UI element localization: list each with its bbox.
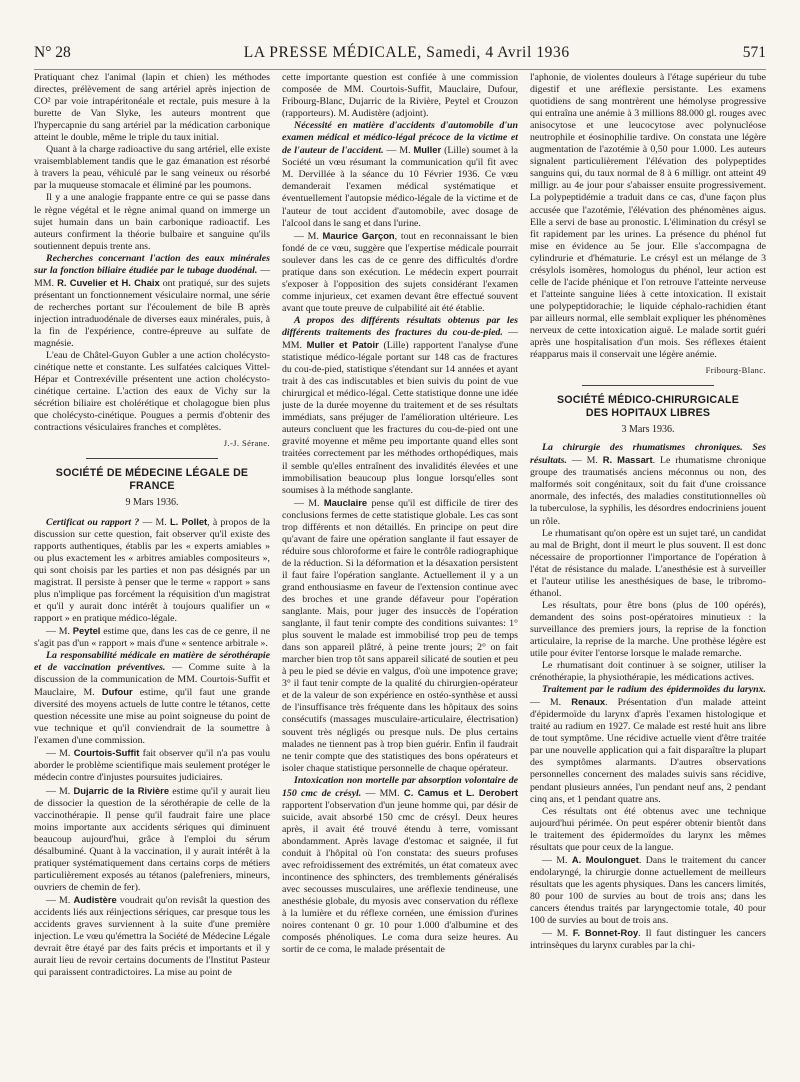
paragraph: Pratiquant chez l'animal (lapin et chien) les méthodes directes, prélèvement de sang artériel après injection de CO² par voie intrapéritonéale et rectale, puis mesure à la burette de Van Slyke, les auteurs montrent que l'hypercapnie du sang artériel par la médication carbonique atteint le double, même le triple du taux initial. (34, 72, 270, 144)
author-names: F. Bonnet-Roy (572, 927, 639, 939)
dash: — M. (46, 625, 73, 637)
article-title: A propos des différents résultats obtenus par les différents traitements des fractures du cou-de-pied. (282, 314, 518, 338)
dash: — M. (530, 697, 572, 709)
section-title: SOCIÉTÉ MÉDICO-CHIRURGICALE (557, 394, 739, 407)
paragraph-body: ont pratiqué, sur des sujets présentant un fonctionnement vésiculaire normal, une série de recherches portant sur l'écoulement de bile B après injection intraduodénale de diverses eaux minérales, puis, à la fin de l'expérience, contre-épreuve au sulfate de magnésie. (34, 277, 270, 350)
paragraph-body: . Dans le traitement du cancer endolaryngé, la chirurgie donne actuellement de meilleurs résultats que les agents physiques. Dans les cancers limités, 80 pour 100 de survies au bout de trois ans; dans les cancers étendus traités par laryngectomie totale, 40 pour 100 de survies au bout de trois ans. (530, 854, 766, 927)
dash: — M. (566, 455, 603, 467)
paragraph (34, 516, 270, 625)
paragraph: Ces résultats ont été obtenus avec une technique aujourd'hui périmée. On peut espérer obtenir bientôt dans le traitement des épidermoïdes du larynx les mêmes résultats que pour ceux de la langue. (530, 805, 766, 853)
article-title: Certificat ou rapport ? (46, 516, 140, 528)
dash: — M. (294, 497, 324, 509)
author-names: Muller et Patoir (306, 339, 379, 351)
dash: — M. (46, 785, 74, 797)
signature: J.-J. Sérane. (223, 438, 270, 449)
paragraph-body: . Présentation d'un malade atteint d'épidermoïde du larynx d'après l'examen histologique et traité au radium en 1927. Ce malade est resté huit ans libre de tout symptôme. Une récidive actuelle vient d'être traitée par une nouvelle application qui a fait disparaître la plupart des symptômes alarmants. D'autres observations personnelles concernent des malades suivis sans récidive, pendant plusieurs années, l'un pendant neuf ans, 2 pendant cinq ans, et 1 pendant quatre ans. (530, 697, 766, 805)
column-1 (34, 72, 270, 1070)
paragraph (530, 684, 766, 805)
paragraph-body: (Lille) rapportent l'analyse d'une statistique médico-légale portant sur 148 cas de fractures du cou-de-pied, statistique s'étendant sur 14 années et ayant trait à des cas indiscutables et bien suivis du point de vue chirurgical et médico-légal. Cette statistique donne une idée juste de la durée moyenne du traitement et de ses résultats immédiats, sans préjuger de l'amélioration ultérieure. Les auteurs concluent que les fractures du cou-de-pied ont une gravité moyenne et même peu importante quand elles sont traitées correctement par les méthodes orthopédiques, mais il semble qu'elles entraînent des invalidités élevées et une immobilisation beaucoup plus longue lorsqu'elles sont soumises à la méthode sanglante. (282, 340, 518, 496)
paragraph-body: . Il faut distinguer les cancers intrinsèques du larynx curables par la chi- (530, 928, 766, 952)
author-names: Mauclaire (323, 496, 368, 508)
dash: — M. (46, 894, 74, 906)
paragraph: Le rhumatisant doit continuer à se soigner, utiliser la crénothérapie, la physiothérapie, les médications actives. (530, 660, 766, 684)
paragraph-body: , à propos de la discussion sur cette question, fait observer qu'il existe des rapports authentiques, établis par les « experts amiables » ou plus exactement les « arbitres amiables compositeurs », qui sont choisis par les parties et non pas désignés par un magistrat. Il persiste à penser que le terme « rapport » sans plus n'implique pas forcément la réquisition d'un magistrat et qu'il y aurait donc intérêt à toujours qualifier un « rapport » en pratique médico-légale. (34, 516, 270, 624)
paragraph (34, 253, 270, 350)
author-names: L. Pollet (169, 515, 208, 527)
signature: Fribourg-Blanc. (705, 365, 766, 376)
article-title: Recherches concernant l'action des eaux minérales sur la fonction biliaire étudiée par le tubage duodénal. (34, 252, 270, 276)
paragraph-body: rapportent l'observation d'un jeune homme qui, par désir de suicide, avait absorbé 150 cmc de crésyl. Deux heures après, il avait été trouvé étendu à terre, vomissant abondamment. Après lavage d'estomac et saignée, il fut conduit à l'hôpital où l'on constata: des sueurs profuses avec refroidissement des extrémités, un état comateux avec incontinence des sphincters, des tremblements généralisés avec secousses musculaires, une aréflexie tendineuse, une anesthésie globale, du myosis avec conservation du réflexe à la lumière et du réflexe cornéen, une émission d'urines noires contenant 0 gr. 10 pour 1.000 d'albumine et des composés phénoliques. Le coma dura seize heures. Au sortir de ce coma, le malade présentait de (282, 799, 518, 956)
author-names: Audistère (73, 893, 117, 905)
page-header (34, 44, 766, 70)
author-names: Dujarric de la Rivière (73, 784, 170, 796)
paragraph: Il y a une analogie frappante entre ce qui se passe dans le règne végétal et le règne animal quand on immerge un sujet humain dans un bain carbonique radioactif. Les auteurs confirment la théorie bulbaire et sanguine qu'ils soutiennent depuis trente ans. (34, 192, 270, 252)
paragraph-body: estime, qu'il faut une grande diversité des moyens actuels de lutte contre le tétanos, cette question nécessite une mise au point soigneuse du point de vue technique et qu'il conviendrait de la soumettre à l'examen d'une commission. (34, 687, 270, 747)
author-names: R. Cuvelier et H. Chaix (57, 276, 160, 288)
paragraph (282, 775, 518, 957)
author-names: R. Massart (602, 454, 653, 466)
paragraph-body: estime qu'il y aurait lieu de dissocier la question de la sérothérapie de celle de la vaccinothérapie. Il pense qu'il faudrait faire une place moins importante aux accidents sériques qui diminuent beaucoup aujourd'hui, grâce à l'emploi du sérum désalbuminé. Quant à la vaccination, il y aurait intérêt à la pratiquer systématiquement dans certains corps de métiers particulièrement exposés au tétanos (palefreniers, mineurs, ouvriers de chemin de fer). (34, 785, 270, 893)
dash: — M. (139, 516, 170, 528)
paragraph: L'eau de Châtel-Guyon Gubler a une action cholécysto-cinétique nette et constante. Les sulfatées calciques Vittel-Hépar et Contrexéville présentent une action cholécysto-cinétique certaine. L'action des eaux de Vichy sur la sécrétion biliaire est cholérétique et cholagogue bien plus que cholécysto-cinétique. Pougues a permis d'obtenir des contractions vésiculaires franches et complètes. (34, 350, 270, 434)
dash: — MM. (282, 326, 518, 352)
dash: — MM. (361, 787, 404, 799)
article-title: La responsabilité médicale en matière de sérothérapie et de vaccination préventives. (34, 650, 270, 674)
author-names: Maurice Garçon (322, 229, 395, 241)
dash: — M. (542, 928, 573, 940)
column-3 (530, 72, 766, 1070)
paragraph-body: . Le rhumatisme chronique groupe des traumatisés anciens méconnus ou non, des malformés soit congénitaux, soit du fait d'une croissance anormale, des infectés, des maladies constitutionnelles où la tuberculose, la syphilis, les désordres endocriniens jouent un rôle. (530, 455, 766, 527)
paragraph-body: (Lille) soumet à la Société un vœu résumant la communication qu'il fit avec M. Dervillée à la séance du 10 Février 1936. Ce vœu demanderait l'examen médical systématique et éventuellement l'autopsie médico-légale de la victime et de l'auteur de tout accident d'automobile, avec dosage de l'alcool dans le sang et dans l'urine. (282, 145, 518, 229)
paragraph (530, 927, 766, 952)
section-date: 3 Mars 1936. (621, 424, 675, 436)
paragraph (530, 442, 766, 527)
author-names: Courtois-Suffit (73, 747, 140, 759)
page-number: 571 (742, 44, 766, 61)
paragraph-body: — Comme suite à la discussion de la communication de MM. Courtois-Suffit et Mauclaire, M. (34, 662, 270, 699)
section-divider (582, 385, 714, 386)
paragraph (530, 854, 766, 927)
author-names: Dufour (101, 686, 133, 698)
paragraph: Le rhumatisant qu'on opère est un sujet taré, un candidat au mal de Bright, dont il meurt le plus souvent. Il est donc nécessaire de proportionner l'importance de l'opération à l'état de résistance du malade. L'anesthésie est à surveiller et l'auteur utilise les anesthésiques de base, le tribromo-éthanol. (530, 527, 766, 599)
paragraph: Quant à la charge radioactive du sang artériel, elle existe vraisemblablement tandis que le gaz émanation est résorbé à travers la peau, véhiculé par le sang veineux ou résorbé par la muqueuse stomacale et éliminé par les poumons. (34, 144, 270, 192)
author-names: A. Moulonguet (571, 853, 639, 865)
section-title: SOCIÉTÉ DE MÉDECINE LÉGALE DE FRANCE (55, 467, 249, 493)
paragraph-body: voudrait qu'on revisât la question des accidents liés aux réinjections sériques, car presque tous les accidents graves surviennent à la suite d'une première injection. Le vœu qu'émettra la Société de Médecine Légale devrait être étayé par des faits précis et importants et il y aurait lieu de revoir certains documents de l'Institut Pasteur qui paraissent contradictoires. La mise au point de (34, 894, 270, 979)
paragraph (34, 747, 270, 784)
journal-title: LA PRESSE MÉDICALE, Samedi, 4 Avril 1936 (243, 44, 570, 61)
paragraph: Les résultats, pour être bons (plus de 100 opérés), demandent des soins post-opératoires minutieux : la surveillance des premiers jours, la reprise de la fonction articulaire, la reprise de la marche. Une prothèse légère est utile pour éviter l'entorse lorsque le malade remarche. (530, 599, 766, 660)
column-2 (282, 72, 518, 1070)
paragraph (34, 625, 270, 650)
issue-number: N° 28 (34, 44, 71, 61)
paragraph (34, 894, 270, 979)
paragraph-body: estime que, dans les cas de ce genre, il ne s'agit pas d'un « rapport » mais d'une « sentence arbitrale ». (34, 625, 270, 649)
paragraph (34, 650, 270, 747)
paragraph-body: , tout en reconnaissant le bien fondé de ce vœu, suggère que l'expertise médicale pourrait soulever dans les cas de ce genre des difficultés d'ordre pratique dans son exécution. Le médecin expert pourrait s'exposer à l'opposition des sujets considérant l'examen comme injurieux, cet examen devant être effectué souvent avant que toute preuve de culpabilité ait été établie. (282, 230, 518, 314)
paragraph: l'aphonie, de violentes douleurs à l'étage supérieur du tube digestif et une aréflexie persistante. Les examens quotidiens de sang montrèrent une hémolyse progressive qui entraîna une anémie à 3 millions 88.000 gl. rouges avec anisocytose et une leucocytose avec polynucléose neutrophile et éosinophilie tardive. On constata une légère augmentation de l'azotémie à 0,50 pour 1.000. Les auteurs signalent particulièrement l'élévation des polypeptides sanguins qui, du taux normal de 8 à 6 milligr. ont atteint 49 milligr. au 4e jour pour s'abaisser ensuite progressivement. La polypeptidémie a traduit dans ce cas, d'une façon plus accusée que l'azotémie, l'élévation des phénomènes aigus. Elle a servi de base au pronostic. L'élimination du crésyl se fit rapidement par les urines. La présence du phénol fut mise en évidence au 5e jour. Elle s'accompagna de cylindrurie et d'hématurie. Le crésyl est un mélange de 3 crésylols isomères, homologus du phénol, leur action est celle de l'acide phénique et l'on retrouve l'atteinte nerveuse et l'atteinte sanguine liées à cette intoxication. Il existait une polypeptidorachie; le liquide céphalo-rachidien étant par ailleurs normal, elle semblait expliquer les phénomènes nerveux de cette intoxication aiguë. Le malade sortit guéri après une hospitalisation d'un mois. Ses réflexes étaient réapparus mais il conservait une légère anémie. (530, 72, 766, 361)
paragraph (282, 120, 518, 229)
article-title: La chirurgie des rhumatismes chroniques. Ses résultats. (530, 442, 766, 467)
paragraph-body: fait observer qu'il n'a pas voulu aborder le problème scientifique mais seulement protéger le médecin contre d'injustes poursuites judiciaires. (34, 748, 270, 784)
paragraph: cette importante question est confiée à une commission composée de MM. Courtois-Suffit, Mauclaire, Dufour, Fribourg-Blanc, Dujarric de la Rivière, Peytel et Crouzon (rapporteurs). M. Audistère (adjoint). (282, 72, 518, 120)
author-names: Muller (413, 144, 442, 156)
dash: — M. (46, 748, 74, 760)
paragraph (282, 497, 518, 775)
dash: — M. (294, 230, 323, 242)
author-names: Peytel (72, 624, 101, 636)
author-names: C. Camus et L. Derobert (403, 786, 518, 798)
dash: — M. (383, 145, 414, 157)
paragraph (282, 315, 518, 497)
article-title: Intoxication non mortelle par absorption volontaire de 150 cmc de crésyl. (282, 774, 518, 799)
paragraph (34, 785, 270, 894)
paragraph (282, 230, 518, 315)
text-columns (34, 72, 766, 1070)
dash: — MM. (34, 264, 270, 289)
section-date: 9 Mars 1936. (125, 497, 179, 509)
article-title: Nécessité en matière d'accidents d'automobile d'un examen médical et médico-légal précoce de la victime et de l'auteur de l'accident. (282, 120, 518, 157)
paragraph-body: pense qu'il est difficile de tirer des conclusions fermes de cette statistique globale. Les cas sont trop différents et non détaillés. En principe on peut dire qu'avant de faire une opération sanglante il faut essayer de réduire sous chloroforme et faire le contrôle radiographique de la réduction. Si la déformation et la désaxation persistent il faut faire l'opération sanglante. Actuellement il y a un grand enthousiasme en faveur de l'extension continue avec des broches et une grande défaveur pour l'opération sanglante. Mais, pour juger des insuccès de l'opération sanglante, il faut tenir compte des conditions suivantes: 1° plus souvent le malade est immobilisé trop peu de temps dans son appareil plâtré, à peine trente jours; 2° on fait marcher bien trop tôt sans appareil silicaté de soutien et peu à peu le pied se dévie en valgus, d'où une impotence grave; 3° il faut tenir compte de la qualité du chirurgien-opérateur et de la valeur de son expérience en ostéo-synthèse et aussi de l'insuffisance très fréquente dans les hôpitaux des soins consécutifs (massages musculaire-articulaire, électrisation) souvent très négligés ou presque nuls. De plus certains malades ne tiennent pas à trop bien guérir. Enfin il faudrait ne tenir compte que des statistiques des bons opérateurs et isoler chaque statistique personnelle de chaque opérateur. (282, 497, 518, 774)
dash: — M. (542, 854, 572, 866)
section-subtitle: DES HOPITAUX LIBRES (585, 407, 711, 420)
author-names: Renaux (571, 696, 606, 708)
article-title: Traitement par le radium des épidermoïdes du larynx. (542, 684, 766, 696)
section-divider (86, 458, 218, 459)
